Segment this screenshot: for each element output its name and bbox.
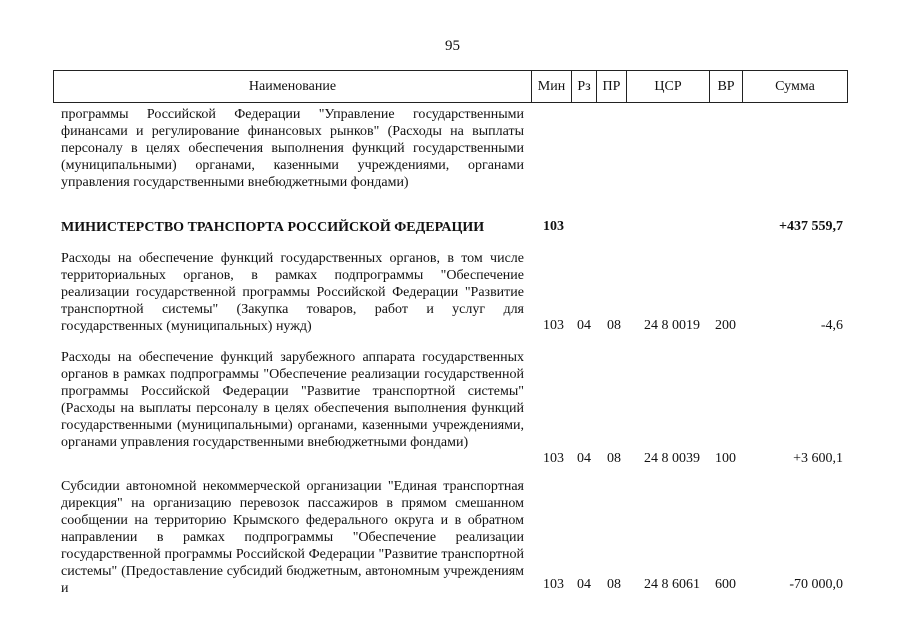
row-text: Расходы на обеспечение функций зарубежного аппарата государственных органов в рамках подпрограммы "Обеспечение реализации государственной программы Российской Федерации "Развитие транспортной системы" (Расходы на выплаты персоналу в целях обеспечения выполнения функций государственными (муниципальными) органами, казенными учреждениями, органами управления государственными внебюджетными фондами) xyxy=(61,350,524,450)
header-rz: Рз xyxy=(572,71,597,102)
row-rz: 04 xyxy=(577,318,591,333)
row-sum: +3 600,1 xyxy=(793,451,843,466)
ministry-sum: +437 559,7 xyxy=(779,219,843,234)
row-csr: 24 8 0039 xyxy=(644,451,700,466)
row-sum: -70 000,0 xyxy=(789,577,843,592)
row-min: 103 xyxy=(543,318,564,333)
header-csr: ЦСР xyxy=(627,71,710,102)
row-pr: 08 xyxy=(607,318,621,333)
row-text: Субсидии автономной некоммерческой организации "Единая транспортная дирекция" на организацию перевозок пассажиров в прямом смешанном сообщении на территорию Крымского федерального округа и в обратном направлении в рамках подпрограммы "Обеспечение реализации государственной программы Российской Федерации "Развитие транспортной системы" (Предоставление субсидий бюджетным, автономным учреждениям и xyxy=(61,479,524,596)
row-rz: 04 xyxy=(577,451,591,466)
row-text: Расходы на обеспечение функций государственных органов, в том числе территориальных органов, в рамках подпрограммы "Обеспечение реализации государственной программы Российской Федерации "Развитие транспортной системы" (Закупка товаров, работ и услуг для государственных (муниципальных) нужд) xyxy=(61,251,524,334)
table-header xyxy=(53,70,848,103)
ministry-name: МИНИСТЕРСТВО ТРАНСПОРТА РОССИЙСКОЙ ФЕДЕРАЦИИ xyxy=(61,220,485,235)
row-csr: 24 8 6061 xyxy=(644,577,700,592)
page-number: 95 xyxy=(445,38,460,54)
row-csr: 24 8 0019 xyxy=(644,318,700,333)
header-pr: ПР xyxy=(597,71,627,102)
row-pr: 08 xyxy=(607,577,621,592)
row-min: 103 xyxy=(543,577,564,592)
row-vr: 100 xyxy=(715,451,736,466)
row-sum: -4,6 xyxy=(820,318,843,333)
header-sum: Сумма xyxy=(775,78,815,94)
header-vr: ВР xyxy=(710,71,743,102)
row-rz: 04 xyxy=(577,577,591,592)
header-name: Наименование xyxy=(54,71,532,102)
row-vr: 200 xyxy=(715,318,736,333)
row-pr: 08 xyxy=(607,451,621,466)
ministry-min: 103 xyxy=(543,219,564,234)
continuation-text: программы Российской Федерации "Управление государственными финансами и регулирование финансовых рынков" (Расходы на выплаты персоналу в целях обеспечения выполнения функций государственными (муниципальными) органами, казенными учреждениями, органами управления государственными внебюджетными фондами) xyxy=(61,107,524,190)
header-min: Мин xyxy=(532,71,572,102)
row-vr: 600 xyxy=(715,577,736,592)
row-min: 103 xyxy=(543,451,564,466)
